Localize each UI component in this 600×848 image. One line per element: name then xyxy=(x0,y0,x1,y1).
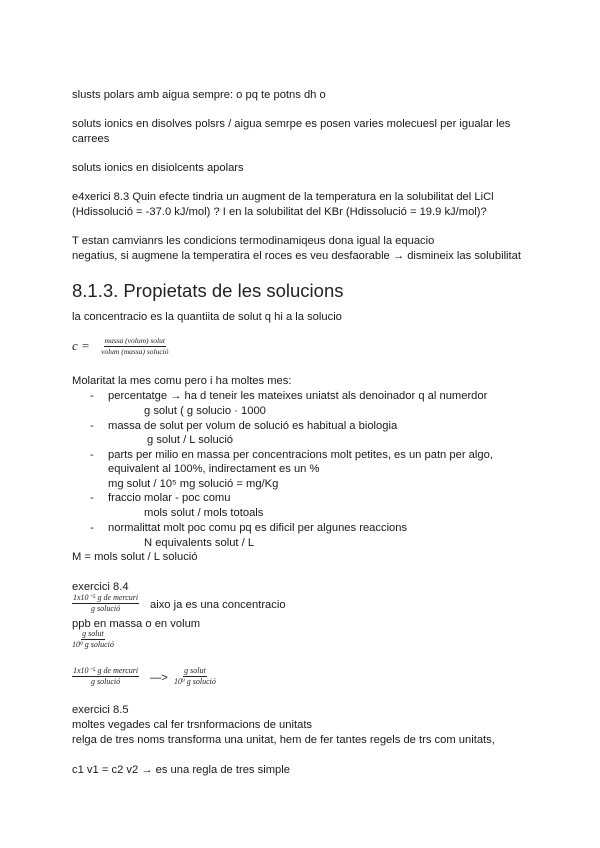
fraction-denominator: 10⁹ g solució xyxy=(174,677,216,686)
formula-numerator: massa (volum) solut xyxy=(104,336,165,345)
formula-denominator: volum (massa) solució xyxy=(101,347,169,356)
text-line: T estan camvianrs les condicions termodinamiqeus dona igual la equacio xyxy=(72,235,435,247)
text-line: slusts polars amb aigua sempre: o pq te potns dh o xyxy=(72,89,326,101)
list-item-detail: equivalent al 100%, indirectament es un % xyxy=(108,463,320,475)
formula-lhs: c = xyxy=(72,338,90,353)
list-item-detail: mols solut / mols totoals xyxy=(144,507,264,519)
list-item-ppm: parts per milio en massa per concentracions molt petites, es un patn per algo, xyxy=(108,449,493,461)
section-heading: 8.1.3. Propietats de les solucions xyxy=(72,280,344,301)
list-item-fraccio-molar: fraccio molar - poc comu xyxy=(108,492,231,504)
text-line: carrees xyxy=(72,133,110,145)
text-line: negatius, si augmene la temperatira el roces es veu desfaorable → dismineix las solubilitat xyxy=(72,250,521,262)
list-item-detail: g solut ( g solucio · 1000 xyxy=(144,405,266,417)
fraction-numerator: 1x10⁻⁵ g de mercuri xyxy=(73,666,139,675)
definition-text: la concentracio es la quantiita de solut q hi a la solucio xyxy=(72,311,342,323)
exercise-title: exercici 8.5 xyxy=(72,704,129,716)
text-line: moltes vegades cal fer trsnformacions de unitats xyxy=(72,719,313,731)
list-dash: - xyxy=(90,449,94,461)
text-line: aixo ja es una concentracio xyxy=(150,599,286,611)
formula-fraction xyxy=(101,337,169,356)
molarity-formula: M = mols solut / L solució xyxy=(72,551,198,563)
fraction-numerator: g solut xyxy=(82,629,104,638)
text-line: relga de tres noms transforma una unitat, hem de fer tantes regels de trs com unitats, xyxy=(72,734,495,746)
list-dash: - xyxy=(90,522,94,534)
text-line: soluts ionics en disolves polsrs / aigua semrpe es posen varies molecuesl per igualar les xyxy=(72,118,511,130)
fraction-numerator: g solut xyxy=(184,666,206,675)
arrow: —> xyxy=(150,672,168,684)
molaritat-intro: Molaritat la mes comu pero i ha moltes mes: xyxy=(72,375,292,387)
list-item-detail: N equivalents solut / L xyxy=(144,537,255,549)
list-item-detail: g solut / L solució xyxy=(147,434,234,446)
list-dash: - xyxy=(90,390,94,402)
text-line: (Hdissolució = -37.0 kJ/mol) ? I en la solubilitat del KBr (Hdissolució = 19.9 kJ/mol)? xyxy=(72,206,487,218)
list-item-massa-volum: massa de solut per volum de solució es habitual a biologia xyxy=(108,420,398,432)
text-line: e4xerici 8.3 Quin efecte tindria un augment de la temperatura en la solubilitat del LiCl xyxy=(72,191,494,203)
mercury-fraction xyxy=(72,667,139,686)
text-line: c1 v1 = c2 v2 → es una regla de tres simple xyxy=(72,764,290,776)
fraction-denominator: 10⁹ g solució xyxy=(72,640,114,649)
list-dash: - xyxy=(90,492,94,504)
list-item-percentatge: percentatge → ha d teneir les mateixes uniatst als denoinador q al numerdor xyxy=(108,390,488,402)
ppb-fraction xyxy=(174,667,216,686)
list-dash: - xyxy=(90,420,94,432)
exercise-title: exercici 8.4 xyxy=(72,581,129,593)
list-item-detail: mg solut / 10⁵ mg solució = mg/Kg xyxy=(108,478,279,490)
text-line: soluts ionics en disiolcents apolars xyxy=(72,162,244,174)
fraction-denominator: g solució xyxy=(91,677,121,686)
mercury-fraction xyxy=(72,594,139,613)
ppb-fraction xyxy=(72,630,114,649)
fraction-numerator: 1x10⁻⁵ g de mercuri xyxy=(73,593,139,602)
list-item-normalitat: normalittat molt poc comu pq es dificil per algunes reaccions xyxy=(108,522,408,534)
text-line: ppb en massa o en volum xyxy=(72,618,201,630)
fraction-denominator: g solució xyxy=(91,604,121,613)
